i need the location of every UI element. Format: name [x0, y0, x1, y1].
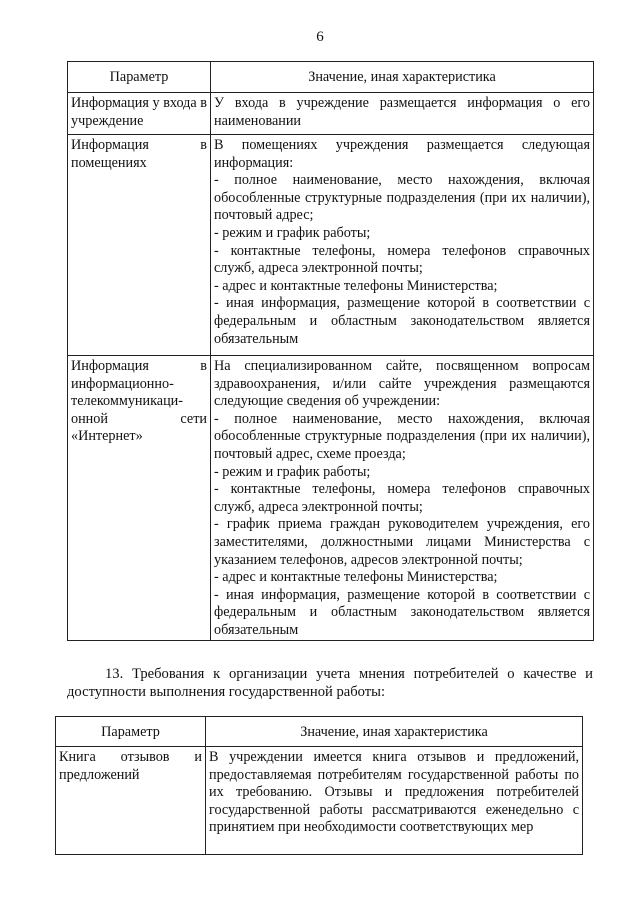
table-row: [56, 747, 583, 855]
row-value: [211, 135, 594, 356]
value-line: В помещениях учреждения размещается следующая информация:: [214, 137, 590, 171]
header-value: Значение, иная характеристика: [211, 62, 594, 93]
param-text: Информация в помещениях: [71, 137, 207, 171]
row-value: [211, 356, 594, 641]
param-text: Книга отзывов и предложений: [59, 749, 202, 783]
row-param: [68, 356, 211, 641]
value-line: У входа в учреждение размещается информация о его наименовании: [214, 95, 590, 129]
table-row: [68, 93, 594, 135]
header-value: Значение, иная характеристика: [206, 717, 583, 747]
table-header-row: [68, 62, 594, 93]
value-line: - режим и график работы;: [214, 224, 371, 241]
value-line: - полное наименование, место нахождения, включая обособленные структурные подразделения (при их наличии), почтовый адрес;: [214, 172, 590, 224]
value-line: - график приема граждан руководителем учреждения, его заместителями, должностными лицами Министерства с указанием телефонов, адресов электронной почты;: [214, 516, 590, 568]
value-line: - иная информация, размещение которой в соответствии с федеральным и областным законодательством является обязательным: [214, 295, 590, 347]
paragraph-13: 13. Требования к организации учета мнения потребителей о качестве и доступности выполнения государственной работы:: [67, 666, 593, 700]
value-line: - адрес и контактные телефоны Министерства;: [214, 277, 498, 294]
row-param: [68, 93, 211, 135]
page-number: 6: [316, 29, 324, 45]
value-line: В учреждении имеется книга отзывов и предложений, предоставляемая потребителям государственной работы по их требованию. Отзывы и предложения потребителей государственной работы рассматриваются еженедельно с принятием при необходимости соответствующих мер: [209, 749, 579, 836]
row-param: [68, 135, 211, 356]
value-line: - полное наименование, место нахождения, включая обособленные структурные подразделения (при их наличии), почтовый адрес, схеме проезда;: [214, 410, 590, 462]
value-line: На специализированном сайте, посвященном вопросам здравоохранения, и/или сайте учреждения размещаются следующие сведения об учреждении:: [214, 358, 590, 410]
row-value: [211, 93, 594, 135]
table-header-row: [56, 717, 583, 747]
row-param: [56, 747, 206, 855]
table-row: [68, 135, 594, 356]
row-value: [206, 747, 583, 855]
value-line: - режим и график работы;: [214, 463, 371, 480]
header-param: Параметр: [56, 717, 206, 747]
table-info-placement: [67, 61, 594, 641]
header-param: Параметр: [68, 62, 211, 93]
value-line: - контактные телефоны, номера телефонов справочных служб, адреса электронной почты;: [214, 481, 590, 515]
table-feedback: [55, 716, 583, 855]
value-line: - контактные телефоны, номера телефонов справочных служб, адреса электронной почты;: [214, 242, 590, 277]
table-row: [68, 356, 594, 641]
value-line: - адрес и контактные телефоны Министерства;: [214, 569, 498, 586]
param-text: Информация в информационно-телекоммуникаци-онной сети «Интернет»: [71, 358, 207, 445]
param-text: Информация у входа в учреждение: [71, 95, 207, 129]
value-line: - иная информация, размещение которой в соответствии с федеральным и областным законодательством является обязательным: [214, 586, 590, 638]
